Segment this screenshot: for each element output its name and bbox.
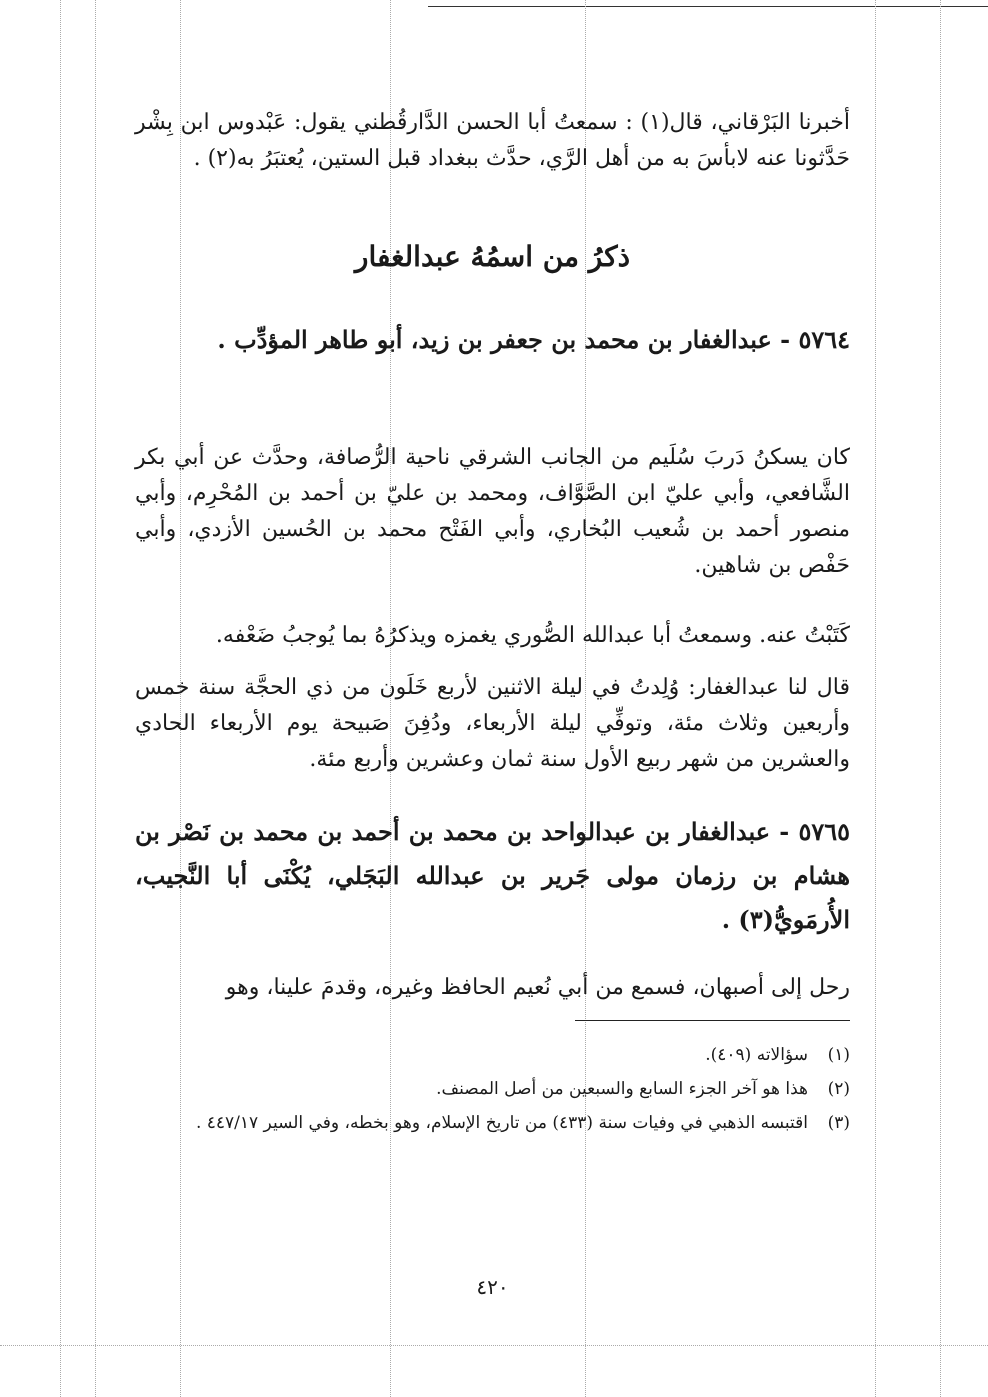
entry-5765-paragraph-1: رحل إلى أصبهان، فسمع من أبي نُعيم الحافظ وغيره، وقدمَ علينا، وهو xyxy=(225,975,850,1000)
footnote xyxy=(135,1072,850,1106)
section-heading: ذكرُ من اسمُهُ عبدالغفار xyxy=(354,240,631,273)
footnote-number: (٣) xyxy=(827,1113,850,1133)
entry-5764-paragraph-3: قال لنا عبدالغفار: وُلِدتُ في ليلة الاثنين لأربع خَلَون من ذي الحجَّة سنة خمس وأربعين وثلاث مئة، وتوفِّي ليلة الأربعاء، ودُفِنَ صَبيحة يوم الأربعاء الحادي والعشرين من شهر ربيع الأول سنة ثمان وعشرين وأربع مئة. xyxy=(135,675,850,772)
scan-guide-line xyxy=(940,0,941,1397)
footnote-number: (٢) xyxy=(827,1079,850,1099)
footnote-text: هذا هو آخر الجزء السابع والسبعين من أصل المصنف. xyxy=(436,1079,808,1099)
intro-paragraph: أخبرنا البَرْقاني، قال(١) : سمعتُ أبا الحسن الدَّارقُطني يقول: عَبْدوس ابن بِشْر حَدَّثونا عنه لابأسَ به من أهل الرَّي، حدَّث ببغداد قبل الستين، يُعتبَرُ به(٢) . xyxy=(135,110,850,171)
scan-guide-line xyxy=(60,0,61,1397)
scan-guide-line xyxy=(95,0,96,1397)
scan-guide-line xyxy=(0,1345,988,1346)
page-number: ٤٢٠ xyxy=(476,1275,509,1299)
footnote xyxy=(135,1038,850,1072)
footnote xyxy=(135,1106,850,1140)
footnote-text: اقتبسه الذهبي في وفيات سنة (٤٣٣) من تاريخ الإسلام، وهو بخطه، وفي السير ٤٤٧/١٧ . xyxy=(195,1113,808,1133)
scan-guide-line xyxy=(875,0,876,1397)
entry-5765-title: ٥٧٦٥ - عبدالغفار بن عبدالواحد بن محمد بن أحمد بن محمد بن نَصْر بن هشام بن رزمان مولى جَرير بن عبدالله البَجَلي، يُكْنَى أبا النَّجيب، الأُرمَويُّ(٣) . xyxy=(135,817,850,934)
entry-5764-title: ٥٧٦٤ - عبدالغفار بن محمد بن جعفر بن زيد، أبو طاهر المؤدِّب . xyxy=(217,325,850,354)
top-rule xyxy=(428,6,988,7)
footnote-text: سؤالاته (٤٠٩). xyxy=(705,1045,808,1065)
footnotes-list xyxy=(135,1038,850,1140)
entry-5764-paragraph-1: كان يسكنُ دَربَ سُلَيم من الجانب الشرقي ناحية الرُّصافة، وحدَّث عن أبي بكر الشَّافعي، وأبي عليّ ابن الصَّوَّاف، ومحمد بن عليّ بن أحمد بن المُحْرِم، وأبي منصور أحمد بن شُعيب البُخاري، وأبي الفَتْح محمد بن الحُسين الأزدي، وأبي حَفْص بن شاهين. xyxy=(135,445,850,578)
footnote-separator xyxy=(575,1020,850,1021)
footnote-number: (١) xyxy=(827,1045,850,1065)
entry-5764-paragraph-2: كَتَبْتُ عنه. وسمعتُ أبا عبدالله الصُّوري يغمزه ويذكرُهُ بما يُوجبُ ضَعْفه. xyxy=(215,623,850,648)
